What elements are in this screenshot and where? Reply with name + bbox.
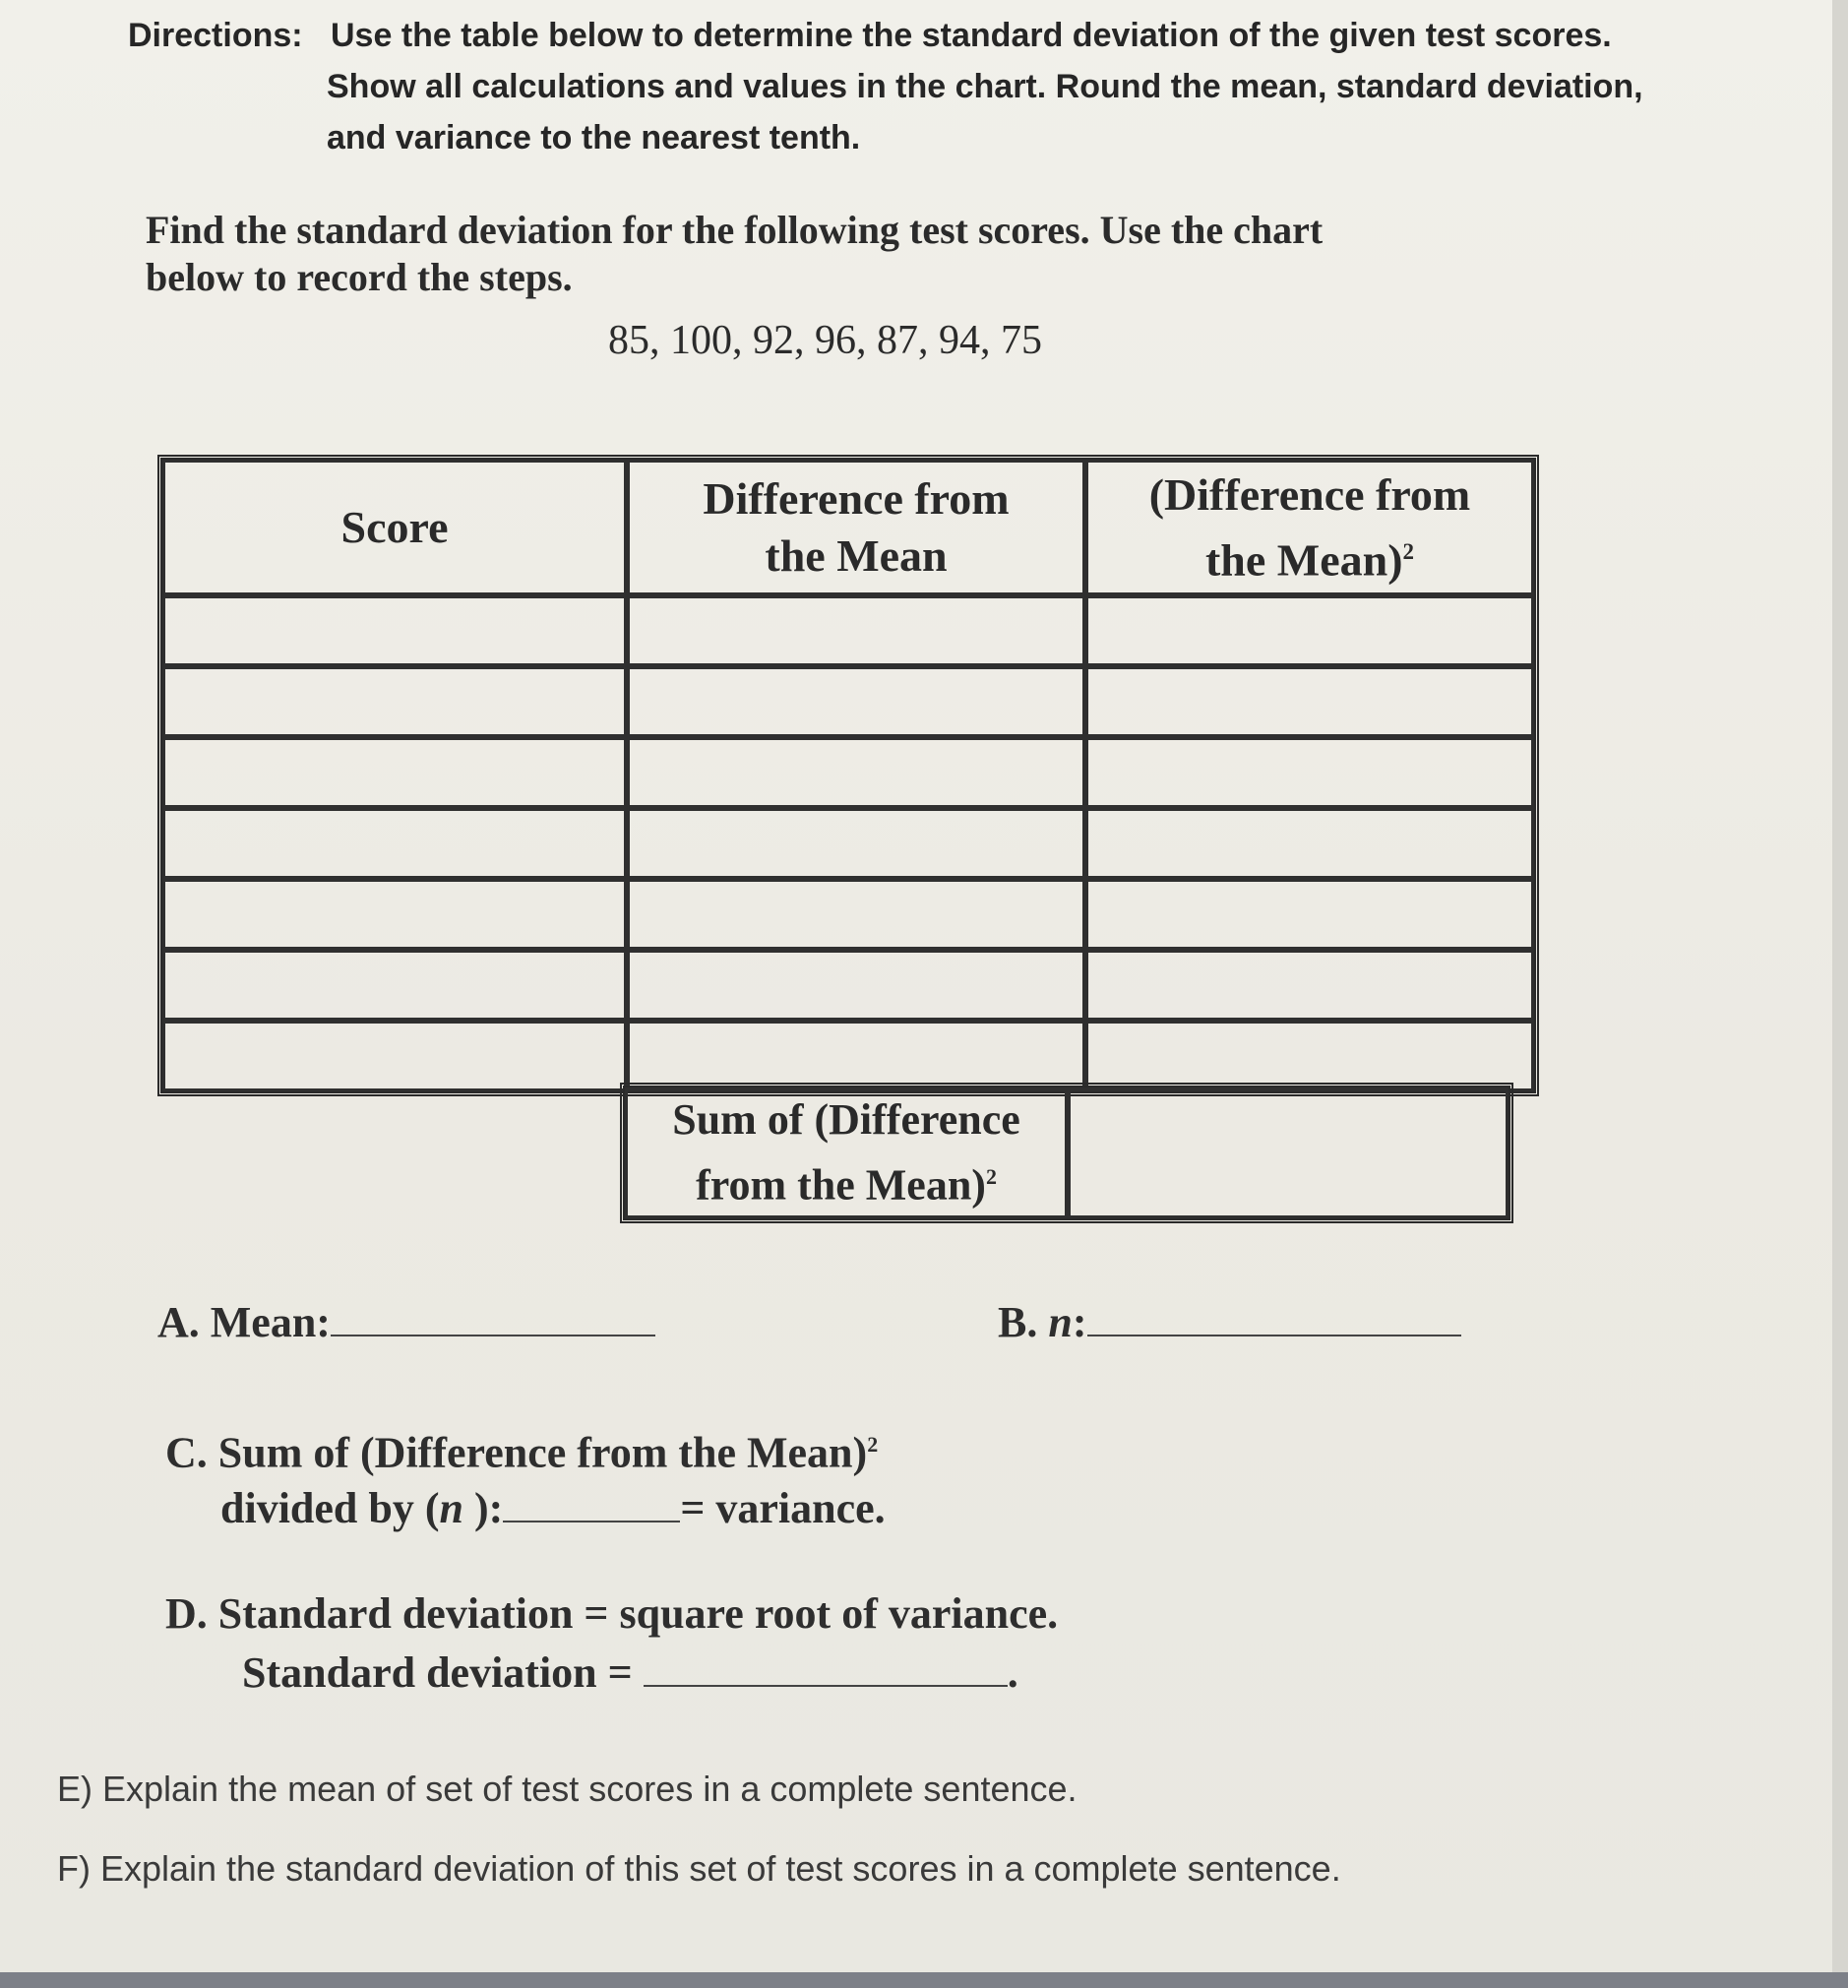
score-cell[interactable] [162,950,627,1021]
standard-deviation-table [157,455,1539,1096]
score-cell[interactable] [162,737,627,808]
score-cell[interactable] [162,879,627,950]
header-score: Score [162,460,627,595]
screen-bottom-bar [0,1972,1848,1988]
table-row [162,595,1534,666]
difference-cell[interactable] [627,950,1085,1021]
std-dev-answer-blank[interactable] [644,1685,1008,1687]
question-f: F) Explain the standard deviation of this set of test scores in a complete sentence. [57,1848,1341,1889]
score-cell[interactable] [162,808,627,879]
directions-line-2: Show all calculations and values in the chart. Round the mean, standard deviation, [327,68,1643,105]
sum-value-cell[interactable] [1068,1087,1509,1218]
prompt-block [146,207,1445,301]
n-answer-blank[interactable] [1087,1335,1461,1336]
squared-cell[interactable] [1085,950,1534,1021]
difference-cell[interactable] [627,808,1085,879]
table-row [162,666,1534,737]
squared-cell[interactable] [1085,595,1534,666]
squared-cell[interactable] [1085,1021,1534,1091]
difference-cell[interactable] [627,737,1085,808]
score-cell[interactable] [162,1021,627,1091]
test-scores: 85, 100, 92, 96, 87, 94, 75 [608,318,1042,363]
prompt-line-2: below to record the steps. [146,255,573,299]
page-edge [1832,0,1848,1972]
mean-answer-blank[interactable] [331,1335,655,1336]
score-cell[interactable] [162,666,627,737]
squared-cell[interactable] [1085,737,1534,808]
table-row [162,879,1534,950]
table-row [162,950,1534,1021]
question-a [157,1297,655,1347]
question-c: C. Sum of (Difference from the Mean)$^2$ divided by (n ): = variance. [165,1428,886,1532]
squared-cell[interactable] [1085,879,1534,950]
directions-block [128,10,1742,163]
mean-label: A. Mean: [157,1298,331,1346]
squared-cell[interactable] [1085,666,1534,737]
question-e: E) Explain the mean of set of test scores in a complete sentence. [57,1769,1078,1809]
prompt-line-1: Find the standard deviation for the following test scores. Use the chart [146,208,1324,252]
directions-line-1: Use the table below to determine the standard deviation of the given test scores. [331,17,1612,54]
table-row [162,737,1534,808]
difference-cell[interactable] [627,666,1085,737]
table-row [162,808,1534,879]
variance-answer-blank[interactable] [503,1521,680,1522]
directions-line-3: and variance to the nearest tenth. [327,119,861,156]
table-row [162,1021,1534,1091]
question-d: D. Standard deviation = square root of variance. Standard deviation = . [165,1589,1059,1697]
table-header-row [162,460,1534,595]
header-difference: Difference from the Mean [627,460,1085,595]
header-difference-squared: (Difference from the Mean)$^2$ [1085,460,1534,595]
sum-label: Sum of (Difference from the Mean)$^2$ [625,1087,1068,1218]
difference-cell[interactable] [627,1021,1085,1091]
score-cell[interactable] [162,595,627,666]
squared-cell[interactable] [1085,808,1534,879]
question-b: B. n: [998,1297,1461,1347]
difference-cell[interactable] [627,595,1085,666]
difference-cell[interactable] [627,879,1085,950]
directions-label: Directions: [128,17,303,54]
sum-row [620,1083,1513,1223]
